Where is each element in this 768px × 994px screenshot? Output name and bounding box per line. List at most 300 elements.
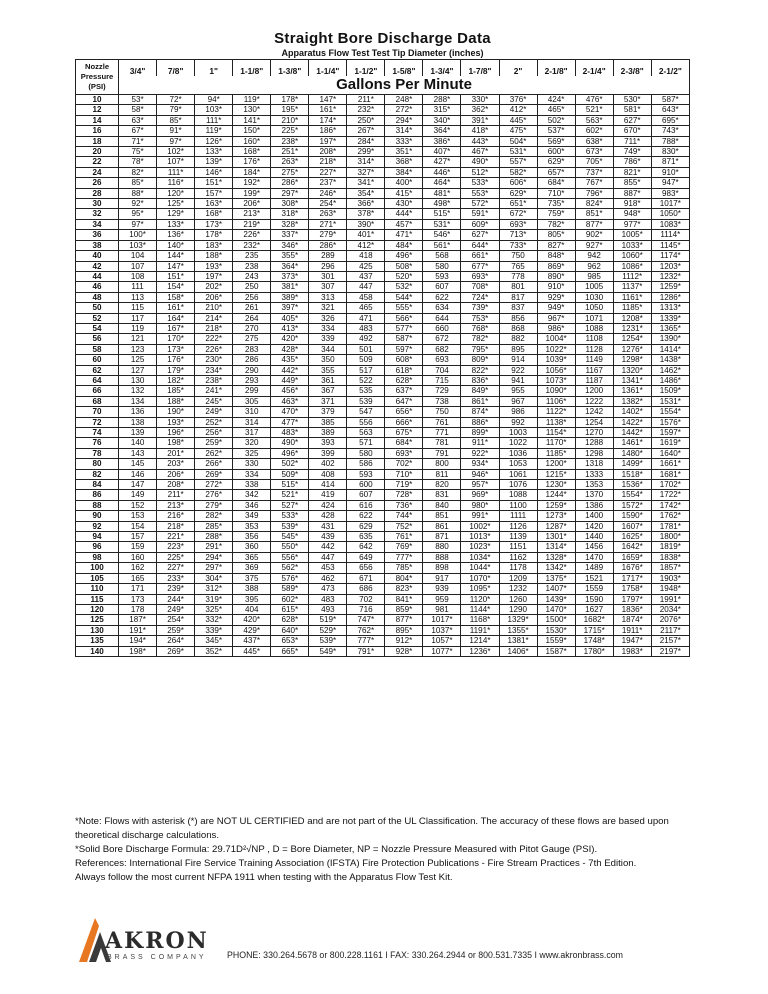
flow-cell: 537* [537,126,575,136]
flow-cell: 349 [233,511,271,521]
flow-cell: 337* [271,230,309,240]
flow-cell: 195* [271,105,309,115]
flow-cell: 318* [271,209,309,219]
flow-cell: 545* [271,532,309,542]
flow-cell: 1947* [613,636,651,646]
flow-cell: 1559* [537,636,575,646]
flow-cell: 1375* [537,573,575,583]
flow-cell: 294* [385,115,423,125]
pressure-cell: 64 [76,375,119,385]
notes-section [75,815,715,885]
flow-cell: 550* [271,542,309,552]
flow-cell: 591* [461,209,499,219]
flow-cell: 1174* [651,251,689,261]
flow-cell: 869* [537,261,575,271]
flow-cell: 805* [537,230,575,240]
flow-cell: 193* [195,261,233,271]
flow-cell: 1554* [651,407,689,417]
flow-cell: 445* [233,646,271,656]
flow-cell: 437 [347,271,385,281]
flow-cell: 1536* [613,480,651,490]
flow-cell: 508* [385,261,423,271]
pressure-cell: 18 [76,136,119,146]
flow-cell: 1313* [651,303,689,313]
table-row [76,511,690,521]
flow-cell: 693* [461,271,499,281]
flow-cell: 1114* [651,230,689,240]
flow-cell: 113 [119,292,157,302]
flow-cell: 782* [537,219,575,229]
flow-cell: 1420 [575,521,613,531]
flow-cell: 397* [271,303,309,313]
flow-cell: 1339* [651,313,689,323]
flow-cell: 1017* [423,615,461,625]
flow-cell: 269* [157,646,195,656]
flow-cell: 1607* [613,521,651,531]
flow-cell: 226* [233,230,271,240]
flow-cell: 119 [119,323,157,333]
flow-cell: 563* [575,115,613,125]
flow-cell: 286* [309,240,347,250]
flow-cell: 1486* [651,375,689,385]
flow-cell: 851* [575,209,613,219]
flow-cell: 88* [119,188,157,198]
flow-cell: 983* [651,188,689,198]
flow-cell: 827* [537,240,575,250]
flow-cell: 656 [347,563,385,573]
flow-cell: 1762* [651,511,689,521]
flow-cell: 2157* [651,636,689,646]
table-row [76,115,690,125]
pressure-cell: 140 [76,646,119,656]
flow-cell: 414 [309,480,347,490]
flow-cell: 314* [347,157,385,167]
flow-cell: 284* [347,136,385,146]
flow-cell: 502* [271,459,309,469]
flow-cell: 272* [385,105,423,115]
flow-cell: 750 [423,407,461,417]
column-header: 2-1/2" [651,60,689,77]
flow-cell: 1329* [499,615,537,625]
pressure-cell: 76 [76,438,119,448]
flow-cell: 1060* [613,251,651,261]
pressure-cell: 115 [76,594,119,604]
flow-cell: 557* [499,157,537,167]
flow-cell: 702 [347,594,385,604]
flow-cell: 1948* [651,584,689,594]
flow-cell: 481* [423,188,461,198]
flow-cell: 446* [423,167,461,177]
flow-cell: 753* [461,313,499,323]
flow-cell: 163* [195,199,233,209]
flow-cell: 1036 [499,448,537,458]
flow-cell: 389 [309,428,347,438]
flow-cell: 1039* [537,355,575,365]
flow-cell: 391* [461,115,499,125]
flow-cell: 227* [309,167,347,177]
pressure-cell: 66 [76,386,119,396]
flow-cell: 877* [575,219,613,229]
flow-cell: 483* [271,428,309,438]
table-row [76,355,690,365]
flow-cell: 178* [195,230,233,240]
flow-cell: 395 [233,594,271,604]
flow-cell: 256* [195,428,233,438]
flow-cell: 1077* [423,646,461,656]
flow-cell: 154* [157,282,195,292]
pressure-cell: 82 [76,469,119,479]
flow-cell: 607 [423,282,461,292]
flow-cell: 914 [499,355,537,365]
flow-cell: 1203* [651,261,689,271]
flow-cell: 151* [157,271,195,281]
flow-cell: 1022* [537,344,575,354]
table-row [76,636,690,646]
discharge-table-sheet [75,30,690,657]
flow-cell: 1168* [461,615,499,625]
flow-cell: 643* [651,105,689,115]
flow-cell: 1149 [575,355,613,365]
flow-cell: 1442* [613,428,651,438]
flow-cell: 918* [613,199,651,209]
flow-cell: 254* [309,199,347,209]
flow-cell: 529* [309,625,347,635]
flow-cell: 684* [385,438,423,448]
flow-cell: 386* [423,136,461,146]
flow-cell: 390* [347,219,385,229]
flow-cell: 216* [157,511,195,521]
flow-cell: 378* [347,209,385,219]
table-row [76,594,690,604]
flow-cell: 1627 [575,604,613,614]
flow-cell: 202* [195,282,233,292]
column-header: 1-1/4" [309,60,347,77]
flow-cell: 600* [537,147,575,157]
table-row [76,469,690,479]
pressure-cell: 22 [76,157,119,167]
flow-cell: 811 [423,469,461,479]
flow-cell: 256 [233,292,271,302]
flow-cell: 840 [423,500,461,510]
flow-cell: 705* [575,157,613,167]
flow-cell: 241* [195,386,233,396]
flow-cell: 890* [537,271,575,281]
flow-cell: 53* [119,95,157,105]
flow-cell: 629 [347,521,385,531]
flow-cell: 384* [385,167,423,177]
flow-cell: 1004* [537,334,575,344]
flow-cell: 1214* [461,636,499,646]
flow-cell: 1288 [575,438,613,448]
flow-cell: 665* [271,646,309,656]
flow-cell: 445* [499,115,537,125]
table-row [76,292,690,302]
flow-cell: 368* [385,157,423,167]
flow-cell: 420* [233,615,271,625]
flow-cell: 1499* [613,459,651,469]
flow-cell: 160 [119,552,157,562]
flow-cell: 959 [423,594,461,604]
flow-cell: 234* [195,365,233,375]
flow-cell: 1702* [651,480,689,490]
discharge-table [75,59,690,657]
flow-cell: 716 [347,604,385,614]
flow-cell: 1017* [651,199,689,209]
flow-cell: 355* [271,251,309,261]
flow-cell: 672* [499,209,537,219]
flow-cell: 1318 [575,459,613,469]
flow-cell: 577* [385,323,423,333]
flow-cell: 449* [271,375,309,385]
flow-cell: 325* [195,604,233,614]
corner-line-3: (PSI) [88,82,106,91]
flow-cell: 895 [499,344,537,354]
flow-cell: 777* [385,552,423,562]
flow-cell: 126* [195,136,233,146]
flow-cell: 985 [575,271,613,281]
references-note: References: International Fire Service Training Association (IFSTA) Fire Protection Publications - Fire Stream Practices - 7th Edition. [75,858,637,869]
flow-cell: 325 [233,448,271,458]
flow-cell: 1342* [537,563,575,573]
flow-cell: 1461* [613,438,651,448]
flow-cell: 206* [195,292,233,302]
flow-cell: 238 [233,261,271,271]
flow-cell: 250* [347,115,385,125]
flow-cell: 346 [233,500,271,510]
flow-cell: 371 [309,396,347,406]
flow-cell: 2197* [651,646,689,656]
flow-cell: 424 [309,500,347,510]
flow-cell: 299 [233,386,271,396]
flow-cell: 917 [423,573,461,583]
flow-cell: 1462* [651,365,689,375]
flow-cell: 556* [271,552,309,562]
flow-cell: 1154* [537,428,575,438]
flow-cell: 1301* [537,532,575,542]
flow-cell: 769* [385,542,423,552]
flow-cell: 341* [347,178,385,188]
flow-cell: 949* [537,303,575,313]
flow-cell: 111 [119,282,157,292]
flow-cell: 969* [461,490,499,500]
flow-cell: 108 [119,271,157,281]
flow-cell: 737* [575,167,613,177]
pressure-cell: 94 [76,532,119,542]
flow-cell: 912* [385,636,423,646]
flow-cell: 1748* [575,636,613,646]
flow-cell: 424* [537,95,575,105]
table-row [76,573,690,583]
flow-cell: 693* [499,219,537,229]
flow-cell: 686 [347,584,385,594]
flow-cell: 246* [309,188,347,198]
pressure-cell: 62 [76,365,119,375]
flow-cell: 408 [309,469,347,479]
flow-cell: 713* [499,230,537,240]
flow-cell: 225* [271,126,309,136]
table-row [76,178,690,188]
flow-cell: 877* [385,615,423,625]
flow-cell: 219* [233,219,271,229]
flow-cell: 1780* [575,646,613,656]
flow-cell: 1108 [575,334,613,344]
flow-cell: 562* [271,563,309,573]
table-row [76,313,690,323]
flow-cell: 290 [233,365,271,375]
flow-cell: 339 [309,334,347,344]
flow-cell: 880 [423,542,461,552]
flow-cell: 1088 [575,323,613,333]
flow-cell: 218* [157,521,195,531]
flow-cell: 629* [537,157,575,167]
flow-cell: 887* [613,188,651,198]
flow-cell: 955 [499,386,537,396]
flow-cell: 194* [119,636,157,646]
pressure-cell: 44 [76,271,119,281]
flow-cell: 125* [157,199,195,209]
flow-cell: 79* [157,105,195,115]
flow-cell: 1381* [499,636,537,646]
flow-cell: 375 [233,573,271,583]
flow-cell: 856 [499,313,537,323]
flow-cell: 159 [119,542,157,552]
flow-cell: 710* [385,469,423,479]
column-header: 1-7/8" [461,60,499,77]
flow-cell: 1682* [575,615,613,625]
flow-cell: 791 [423,448,461,458]
flow-cell: 208* [157,480,195,490]
flow-cell: 304* [195,573,233,583]
flow-cell: 1071 [575,313,613,323]
flow-cell: 1086* [613,261,651,271]
flow-cell: 823* [385,584,423,594]
flow-cell: 544* [385,292,423,302]
flow-cell: 272* [195,480,233,490]
flow-cell: 530* [613,95,651,105]
flow-cell: 143 [119,448,157,458]
pressure-cell: 96 [76,542,119,552]
flow-cell: 729 [423,386,461,396]
flow-cell: 719* [385,480,423,490]
flow-cell: 649 [347,552,385,562]
flow-cell: 733* [499,240,537,250]
flow-cell: 285* [195,521,233,531]
flow-cell: 539* [271,521,309,531]
flow-cell: 239* [157,584,195,594]
flow-cell: 326 [309,313,347,323]
table-row [76,251,690,261]
flow-cell: 123 [119,344,157,354]
pressure-cell: 70 [76,407,119,417]
flow-cell: 1126 [499,521,537,531]
flow-cell: 146* [195,167,233,177]
flow-cell: 369 [233,563,271,573]
flow-cell: 1597* [651,428,689,438]
pressure-cell: 86 [76,490,119,500]
flow-cell: 141* [233,115,271,125]
flow-cell: 882 [499,334,537,344]
flow-cell: 1470 [575,552,613,562]
flow-cell: 230* [195,355,233,365]
flow-cell: 321 [309,303,347,313]
flow-cell: 1232 [499,584,537,594]
flow-cell: 279* [309,230,347,240]
table-row [76,167,690,177]
flow-cell: 140* [157,240,195,250]
flow-cell: 314 [233,417,271,427]
flow-cell: 197* [309,136,347,146]
flow-cell: 346* [271,240,309,250]
flow-cell: 1200 [575,386,613,396]
flow-cell: 1521 [575,573,613,583]
pressure-cell: 10 [76,95,119,105]
corner-line-1: Nozzle [85,62,110,71]
flow-cell: 275 [233,334,271,344]
table-row [76,542,690,552]
flow-cell: 895* [385,625,423,635]
flow-cell: 471* [385,230,423,240]
flow-cell: 837 [499,303,537,313]
flow-cell: 1005 [575,282,613,292]
flow-cell: 1590* [613,511,651,521]
flow-cell: 492 [347,334,385,344]
flow-cell: 282* [195,511,233,521]
flow-cell: 297* [195,563,233,573]
flow-cell: 291* [195,542,233,552]
flow-cell: 521* [575,105,613,115]
flow-cell: 1619* [651,438,689,448]
flow-cell: 2034* [651,604,689,614]
flow-cell: 566* [385,313,423,323]
flow-cell: 301 [309,271,347,281]
flow-cell: 1659* [613,552,651,562]
pressure-cell: 26 [76,178,119,188]
flow-cell: 1167 [575,365,613,375]
flow-cell: 927* [575,240,613,250]
pressure-cell: 14 [76,115,119,125]
flow-cell: 556 [347,417,385,427]
flow-cell: 957* [461,480,499,490]
flow-cell: 724* [461,292,499,302]
flow-cell: 628* [385,375,423,385]
flow-cell: 167* [157,323,195,333]
flow-cell: 129* [157,209,195,219]
flow-cell: 173* [195,219,233,229]
flow-cell: 102* [157,147,195,157]
flow-cell: 210* [195,303,233,313]
flow-cell: 868 [499,323,537,333]
flow-cell: 1422* [613,417,651,427]
flow-cell: 107 [119,261,157,271]
flow-cell: 1341* [613,375,651,385]
flow-cell: 1100 [499,500,537,510]
flow-cell: 173 [119,594,157,604]
flow-cell: 986 [499,407,537,417]
flow-cell: 248* [385,95,423,105]
flow-cell: 1286* [651,292,689,302]
flow-cell: 130* [233,105,271,115]
flow-cell: 119* [195,126,233,136]
column-header: 3/4" [119,60,157,77]
flow-cell: 213* [157,500,195,510]
flow-cell: 1314* [537,542,575,552]
flow-cell: 635 [347,532,385,542]
flow-cell: 546* [423,230,461,240]
flow-cell: 134 [119,396,157,406]
flow-cell: 671 [347,573,385,583]
flow-cell: 1083* [651,219,689,229]
flow-cell: 78* [119,157,157,167]
